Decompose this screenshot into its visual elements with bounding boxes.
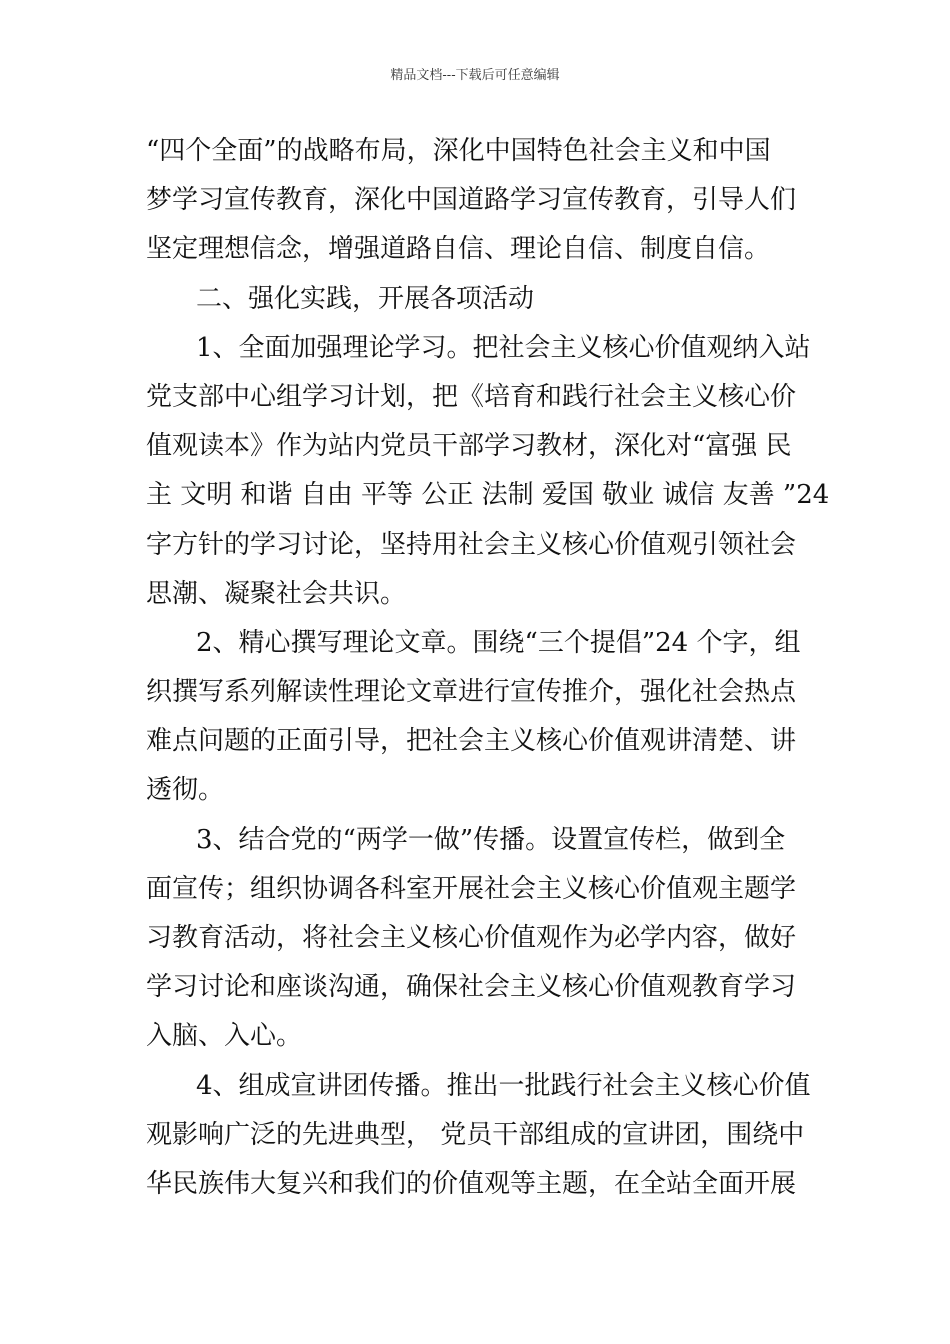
text-line: 党支部中心组学习计划，把《培育和践行社会主义核心价 bbox=[146, 381, 797, 412]
text-line: 习教育活动，将社会主义核心价值观作为必学内容，做好 bbox=[146, 923, 797, 953]
text-line: 华民族伟大复兴和我们的价值观等主题，在全站全面开展 bbox=[146, 1168, 797, 1199]
text-line: 字方针的学习讨论，坚持用社会主义核心价值观引领社会 bbox=[146, 529, 797, 560]
text-line: 值观读本》作为站内党员干部学习教材，深化对“富强 民 bbox=[146, 431, 792, 462]
text-line: 学习讨论和座谈沟通，确保社会主义核心价值观教育学习 bbox=[146, 972, 797, 1003]
text-line: 织撰写系列解读性理论文章进行宣传推介，强化社会热点 bbox=[146, 677, 797, 708]
text-line: 主 文明 和谐 自由 平等 公正 法制 爱国 敬业 诚信 友善 ”24 bbox=[146, 480, 830, 511]
text-line: 观影响广泛的先进典型， 党员干部组成的宣讲团，围绕中 bbox=[146, 1119, 805, 1150]
text-line: “四个全面”的战略布局，深化中国特色社会主义和中国 bbox=[146, 136, 771, 166]
paragraph-start: 3、结合党的“两学一做”传播。设置宣传栏，做到全 bbox=[196, 824, 786, 855]
text-line: 思潮、凝聚社会共识。 bbox=[146, 578, 407, 609]
text-line: 梦学习宣传教育，深化中国道路学习宣传教育，引导人们 bbox=[146, 185, 797, 216]
page-header: 精品文档---下载后可任意编辑 bbox=[390, 68, 560, 83]
paragraph-start: 4、组成宣讲团传播。推出一批践行社会主义核心价值 bbox=[196, 1070, 811, 1101]
text-line: 难点问题的正面引导，把社会主义核心价值观讲清楚、讲 bbox=[146, 726, 797, 757]
body-text bbox=[146, 127, 830, 1209]
section-heading: 二、强化实践，开展各项活动 bbox=[196, 283, 535, 314]
paragraph-start: 1、全面加强理论学习。把社会主义核心价值观纳入站 bbox=[196, 332, 811, 363]
paragraph-start: 2、精心撰写理论文章。围绕“三个提倡”24 个字，组 bbox=[196, 627, 801, 658]
text-line: 入脑、入心。 bbox=[146, 1021, 303, 1052]
text-line: 面宣传；组织协调各科室开展社会主义核心价值观主题学 bbox=[146, 873, 797, 904]
text-line: 坚定理想信念，增强道路自信、理论自信、制度自信。 bbox=[146, 234, 771, 265]
text-line: 透彻。 bbox=[146, 775, 225, 806]
